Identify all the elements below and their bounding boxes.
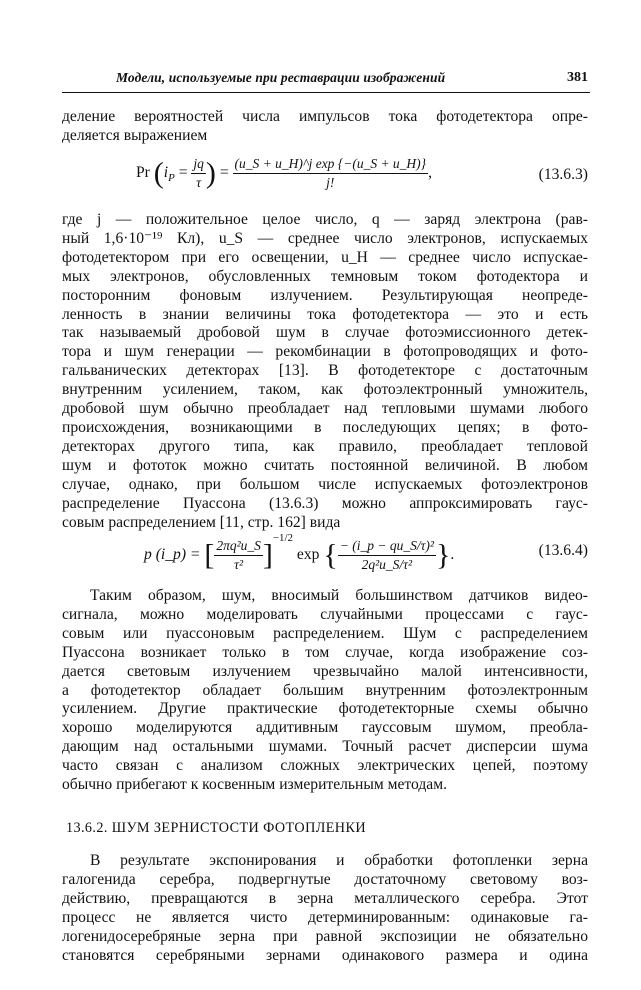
eq2-bracket-den: τ² <box>234 556 244 572</box>
eq1-lhs: Pr <box>136 164 150 182</box>
text-line: совым или пуассоновым распределением. Шум с распределением <box>62 624 588 642</box>
text-line: галогенида серебра, подвергнутые достаточному световому воз- <box>62 870 588 888</box>
paragraph-definitions <box>62 211 588 532</box>
eq1-rhs-fraction <box>233 156 429 191</box>
eq1-arg-sub: P <box>168 172 175 185</box>
eq2-exp-label: exp <box>296 546 320 563</box>
text-line: усилением. Другие практические фотодетекторные схемы обычно <box>62 700 588 718</box>
text-line: мых электронов, обусловленных темновым током фотодектора и <box>62 267 588 285</box>
text-line: посторонним фоновым излучением. Результирующая неопреде- <box>62 286 588 304</box>
page-number: 381 <box>567 70 588 85</box>
text-line: распределение Пуассона (13.6.3) можно аппроксимировать гаус- <box>62 494 588 512</box>
text-line: шум и фототок можно считать постоянной величиной. В любом <box>62 456 588 474</box>
text-line: так называемый дробовой шум в случае фотоэмиссионного детек- <box>62 324 588 342</box>
section-heading: 13.6.2. ШУМ ЗЕРНИСТОСТИ ФОТОПЛЕНКИ <box>66 820 366 836</box>
paragraph-film-grain <box>62 852 588 965</box>
text-line: случае, однако, при большом числе испускаемых фотоэлектронов <box>62 475 588 493</box>
eq1-number: (13.6.3) <box>538 166 588 183</box>
text-line: обычно прибегают к косвенным измерительным методам. <box>62 776 447 794</box>
text-line: ленность в знании величины тока фотодетектора — это и есть <box>62 305 588 323</box>
text-line: хорошо моделируются аддитивным гауссовым шумом, преобла- <box>62 719 588 737</box>
eq2-lhs: p (i_p) = <box>144 546 201 563</box>
text-line: сигнала, можно моделировать случайными процессами с гаус- <box>62 605 588 623</box>
eq1-arg-var: i <box>163 164 169 182</box>
text-line: тора и шум генерации — рекомбинации в фотопроводящих и фото- <box>62 343 588 361</box>
text-line: действию, превращаются в зерна металлического серебра. Этот <box>62 889 588 907</box>
text-line: дается световым излучением чрезвычайно малой интенсивности, <box>62 662 588 680</box>
paragraph-intro <box>62 108 588 146</box>
eq1-lhs-fraction <box>191 156 206 191</box>
eq2-bracket-num: 2πq²u_S <box>214 538 263 556</box>
equation-13-6-4: p (i_p) = [ $\frac{\text{2πq²u\_S}}{\text{τ²}}$ ]$^{-1/2}$ exp { $\frac{\text{− (i\_p − qu\_S/τ)²}}{\text{2q²u\_S/τ²}}$ }. (13.6.4) <box>144 532 588 572</box>
text-line: дающим над остальными шумами. Точный расчет дисперсии шума <box>62 738 588 756</box>
text-line: деление вероятностей числа импульсов тока фотодетектора опре- <box>62 108 588 125</box>
eq1-rhs-num: (u_S + u_H)^j exp {−(u_S + u_H)} <box>233 156 429 174</box>
eq1-rhs-den: j! <box>326 175 335 190</box>
eq1-frac-den: τ <box>196 175 202 190</box>
text-line: фотодетектором при его освещении, u_H — среднее число испускае- <box>62 248 588 266</box>
text-line: логенидосеребряные зерна при равной экспозиции не обязательно <box>62 927 588 945</box>
eq2-exp-den: 2q²u_S/τ² <box>361 556 413 572</box>
eq2-power: −1/2 <box>272 532 293 544</box>
running-head-title: Модели, используемые при реставрации изображений <box>116 70 446 85</box>
eq2-exp-num: − (i_p − qu_S/τ)² <box>338 538 436 556</box>
text-line: внутренним усилением, таком, как фотоэлектронный умножитель, <box>62 381 588 399</box>
text-line: дробовой шум обычно преобладает над тепловыми шумами любого <box>62 400 588 418</box>
text-line: часто связан с анализом сложных электрических цепей, поэтому <box>62 757 588 775</box>
paragraph-conclusion <box>62 587 588 795</box>
text-line: гальванических детекторах [13]. В фотодетекторе с достаточным <box>62 362 588 380</box>
text-line: ный 1,6·10⁻¹⁹ Кл), u_S — среднее число электронов, испускаемых <box>62 229 588 247</box>
equation-13-6-3: Pr ($i_P$ = $\frac{jq}{\tau}$ ) = $\frac{\text{(u\_S + u\_H)\textasciicircum{}j exp \{−(u\_S + u\_H)\}}}{j!}$ , (13.6.3) <box>136 156 588 190</box>
eq2-exp-fraction <box>338 538 436 573</box>
running-head <box>62 70 590 93</box>
text-line: становятся серебряными зернами одинакового размера и одина <box>62 946 588 964</box>
text-line: совым распределением [11, стр. 162] вида <box>62 513 341 531</box>
eq2-bracket-fraction <box>214 538 263 573</box>
text-line: Таким образом, шум, вносимый большинством датчиков видео- <box>90 587 588 604</box>
text-line: деляется выражением <box>62 126 208 144</box>
text-line: процесс не является чисто детерминированным: одинаковые га- <box>62 908 588 926</box>
text-line: В результате экспонирования и обработки фотопленки зерна <box>90 852 588 869</box>
eq2-number: (13.6.4) <box>538 542 588 559</box>
text-line: детекторах другого типа, как правило, преобладает тепловой <box>62 437 588 455</box>
text-line: а фотодетектор обладает большим внутренним фотоэлектронным <box>62 681 588 699</box>
text-line: где j — положительное целое число, q — заряд электрона (рав- <box>62 211 588 228</box>
eq1-frac-num: jq <box>191 156 206 174</box>
text-line: Пуассона возникает только в том случае, когда изображение соз- <box>62 643 588 661</box>
text-line: происхождения, возникающими в последующих цепях; в фото- <box>62 418 588 436</box>
